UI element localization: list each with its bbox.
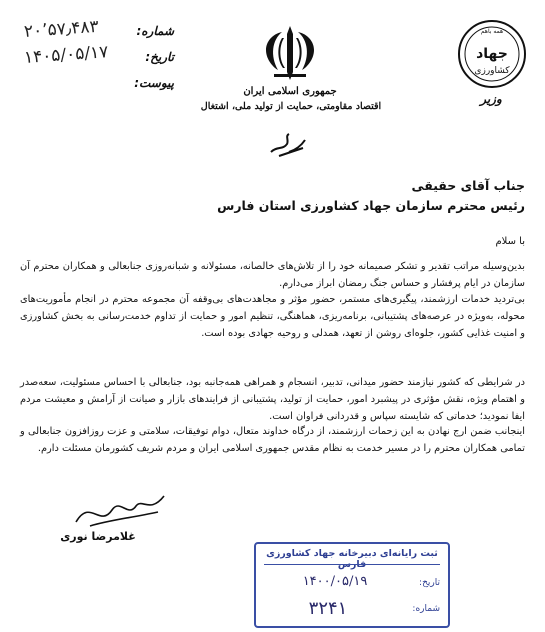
iran-emblem-icon: [250, 22, 330, 88]
stamp-title: ثبت رایانه‌ای دبیرخانه جهاد کشاورزی فارس: [266, 548, 438, 570]
paragraph-4: اینجانب ضمن ارج نهادن به این زحمات ارزشمند، از درگاه خداوند متعال، دوام توفیقات، سلامتی و عزت روزافزون جنابعالی و تمامی همکاران محترم را در مسیر خدمت به نظام مقدس جمهوری اسلامی ایران و مردم شریف کشورمان مسئلت دارم.: [20, 426, 525, 454]
number-label: شماره:: [136, 24, 174, 38]
svg-text:جهاد: جهاد: [476, 46, 508, 62]
hoo-calligraphy: [265, 126, 315, 160]
stamp-number: ۳۲۴۱: [308, 598, 348, 619]
jahad-keshavarzi-logo: [456, 18, 528, 90]
stamp-date: ۱۴۰۰/۰۵/۱۹: [302, 574, 368, 589]
minister-title: وزیر: [480, 92, 502, 106]
stamp-date-label: تاریخ:: [419, 578, 440, 588]
recipient-title: رئیس محترم سازمان جهاد کشاورزی استان فارس: [217, 198, 525, 213]
paragraph-2: بی‌تردید خدمات ارزشمند، پیگیری‌های مستمر، حضور مؤثر و مجاهدت‌های بی‌وقفه آن مجموعه محترم در انجام مأموریت‌های محوله، به‌ویژه در عرصه‌های پشتیبانی، برنامه‌ریزی، هماهنگی، تنظیم امور و حمایت از تداوم خدمت‌رسانی به بخش کشاورزی و امنیت غذایی کشور، جلوه‌ای روشن از تعهد، همدلی و روحیه جهادی بوده است.: [20, 294, 525, 339]
handwritten-signature: [70, 488, 170, 532]
paragraph-1: بدین‌وسیله مراتب تقدیر و تشکر صمیمانه خود را از تلاش‌های خالصانه، مسئولانه و شبانه‌روزی جنابعالی و همکاران محترم آن سازمان در ایام پرفشار و حساس جنگ رمضان ابراز می‌دارم.: [20, 261, 525, 289]
government-title: جمهوری اسلامی ایران: [243, 86, 337, 97]
greeting: با سلام: [495, 236, 525, 247]
date-label: تاریخ:: [145, 50, 174, 64]
letter-meta: [23, 16, 174, 100]
svg-text:همه باهم: همه باهم: [480, 28, 504, 35]
government-slogan: اقتصاد مقاومتی، حمایت از تولید ملی، اشتغال: [200, 101, 382, 112]
recipient-name: جناب آقای حقیقی: [411, 178, 525, 193]
signer-name: غلامرضا نوری: [60, 530, 136, 543]
stamp-divider: [264, 564, 440, 565]
attachment-label: پیوست:: [134, 76, 174, 90]
registration-stamp: [254, 542, 450, 628]
letter-number: ۲۰٬۵۷٫۴۸۳: [23, 16, 100, 42]
paragraph-3: در شرایطی که کشور نیازمند حضور میدانی، تدبیر، انسجام و همراهی همه‌جانبه بود، جنابعالی با احساس مسئولیت، سعه‌صدر و اهتمام ویژه، نقش مؤثری در پیشبرد امور، حمایت از تولید، پشتیبانی از فرایندهای بازار و صیانت از آرامش و معیشت مردم ایفا نمودید؛ خدماتی که شایسته سپاس و قدردانی فراوان است.: [20, 377, 525, 422]
letter-date: ۱۴۰۵/۰۵/۱۷: [23, 42, 110, 68]
stamp-number-label: شماره:: [412, 604, 440, 614]
svg-text:کشاورزی: کشاورزی: [474, 66, 510, 76]
